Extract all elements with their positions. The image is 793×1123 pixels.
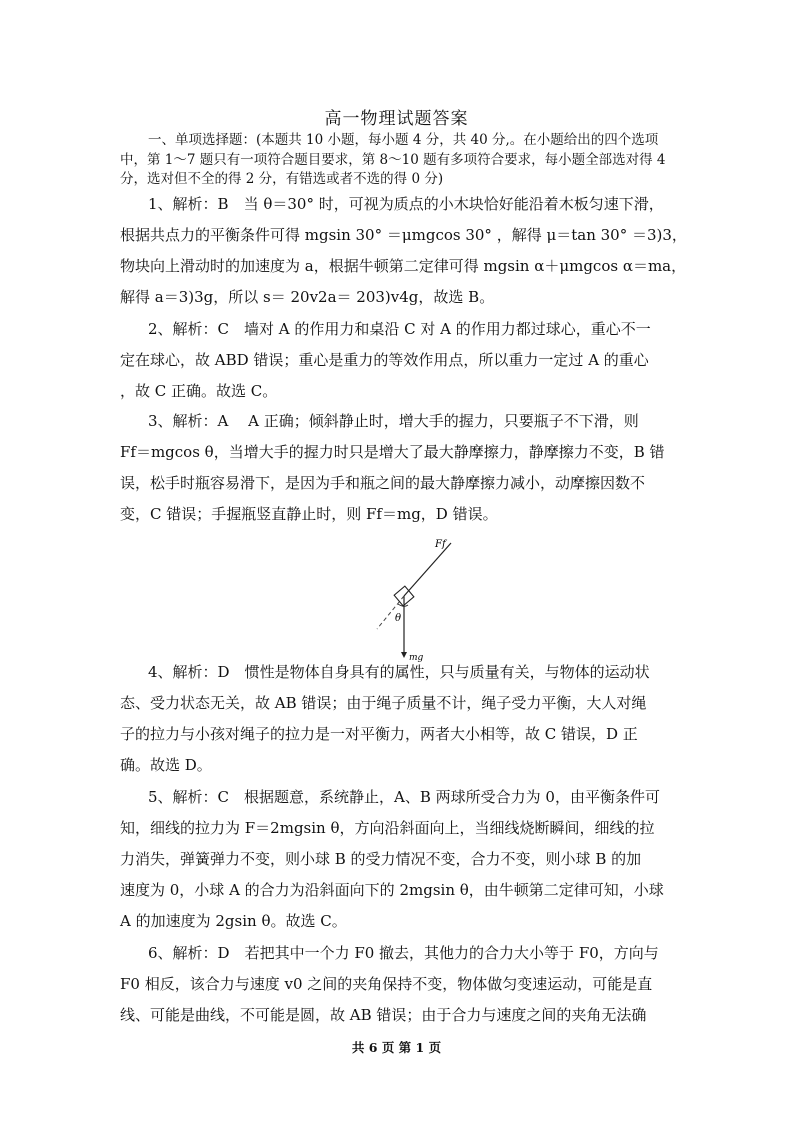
answer-2	[120, 314, 676, 407]
answer-line: 误，松手时瓶容易滑下，是因为手和瓶之间的最大静摩擦力减小，动摩擦因数不	[120, 474, 646, 492]
intro-line: 中，第 1～7 题只有一项符合题目要求，第 8～10 题有多项符合要求，每小题全部选对得 4	[120, 151, 666, 168]
answer-line: 根据共点力的平衡条件可得 mgsin 30° ＝μmgcos 30° ，解得 μ＝tan 30° ＝3)3，	[120, 226, 687, 244]
answer-line: 解得 a＝3)3g，所以 s＝ 20v2a＝ 203)v4g，故选 B。	[120, 288, 495, 306]
answer-line: 子的拉力与小孩对绳子的拉力是一对平衡力，两者大小相等，故 C 错误，D 正	[120, 725, 638, 743]
answer-6	[120, 938, 676, 1031]
weight-label: mg	[409, 653, 424, 663]
answer-line: 线、可能是曲线，不可能是圆，故 AB 错误；由于合力与速度之间的夹角无法确	[120, 1006, 647, 1024]
answer-line: 知，细线的拉力为 F＝2mgsin θ，方向沿斜面向上，当细线烧断瞬间，细线的拉	[120, 819, 655, 837]
page-footer: 共 6 页 第 1 页	[351, 1040, 442, 1055]
answer-line: 定在球心，故 ABD 错误；重心是重力的等效作用点，所以重力一定过 A 的重心	[120, 351, 649, 369]
intro-line: 一、单项选择题：(本题共 10 小题，每小题 4 分，共 40 分,。在小题给出的四个选项	[148, 132, 659, 148]
answer-4	[120, 657, 676, 781]
answer-line: 力消失，弹簧弹力不变，则小球 B 的受力情况不变，合力不变，则小球 B 的加	[120, 850, 642, 868]
force-label-ff: Ff	[435, 539, 446, 550]
page-title: 高一物理试题答案	[324, 109, 469, 129]
answer-line: 6、解析：D 若把其中一个力 F0 撤去，其他力的合力大小等于 F0，方向与	[148, 944, 659, 962]
answer-line: 变，C 错误；手握瓶竖直静止时，则 Ff＝mg，D 错误。	[120, 505, 498, 523]
answer-line: 速度为 0，小球 A 的合力为沿斜面向下的 2mgsin θ，由牛顿第二定律可知，小球	[120, 881, 664, 899]
answer-line: 态、受力状态无关，故 AB 错误；由于绳子质量不计，绳子受力平衡，大人对绳	[120, 694, 647, 712]
answer-line: 5、解析：C 根据题意，系统静止，A、B 两球所受合力为 0，由平衡条件可	[148, 788, 660, 806]
answer-line: Ff＝mgcos θ，当增大手的握力时只是增大了最大静摩擦力，静摩擦力不变，B 错	[120, 443, 665, 461]
intro-line: 分，选对但不全的得 2 分，有错选或者不选的得 0 分)	[120, 171, 444, 187]
answer-line: A 的加速度为 2gsin θ。故选 C。	[120, 912, 347, 930]
answer-line: 4、解析：D 惯性是物体自身具有的属性，只与质量有关，与物体的运动状	[148, 663, 650, 681]
angle-label: θ	[395, 613, 402, 624]
section-intro	[120, 131, 676, 190]
answer-5	[120, 782, 676, 937]
answer-line: F0 相反，该合力与速度 v0 之间的夹角保持不变，物体做匀变速运动，可能是直	[120, 975, 653, 993]
answer-line: 物块向上滑动时的加速度为 a，根据牛顿第二定律可得 mgsin α＋μmgcos α＝ma，	[120, 257, 687, 275]
answer-3	[120, 406, 676, 530]
answer-1	[120, 189, 687, 313]
answer-line: 2、解析：C 墙对 A 的作用力和桌沿 C 对 A 的作用力都过球心，重心不一	[148, 320, 651, 338]
friction-force-line	[404, 543, 451, 596]
answer-line: 3、解析：A A 正确；倾斜静止时，增大手的握力，只要瓶子不下滑，则	[148, 412, 639, 430]
answer-line: 确。故选 D。	[120, 756, 212, 774]
force-diagram	[355, 533, 475, 663]
answer-line: 1、解析：B 当 θ＝30° 时，可视为质点的小木块恰好能沿着木板匀速下滑，	[148, 195, 664, 213]
answer-line: ，故 C 正确。故选 C。	[120, 382, 278, 400]
